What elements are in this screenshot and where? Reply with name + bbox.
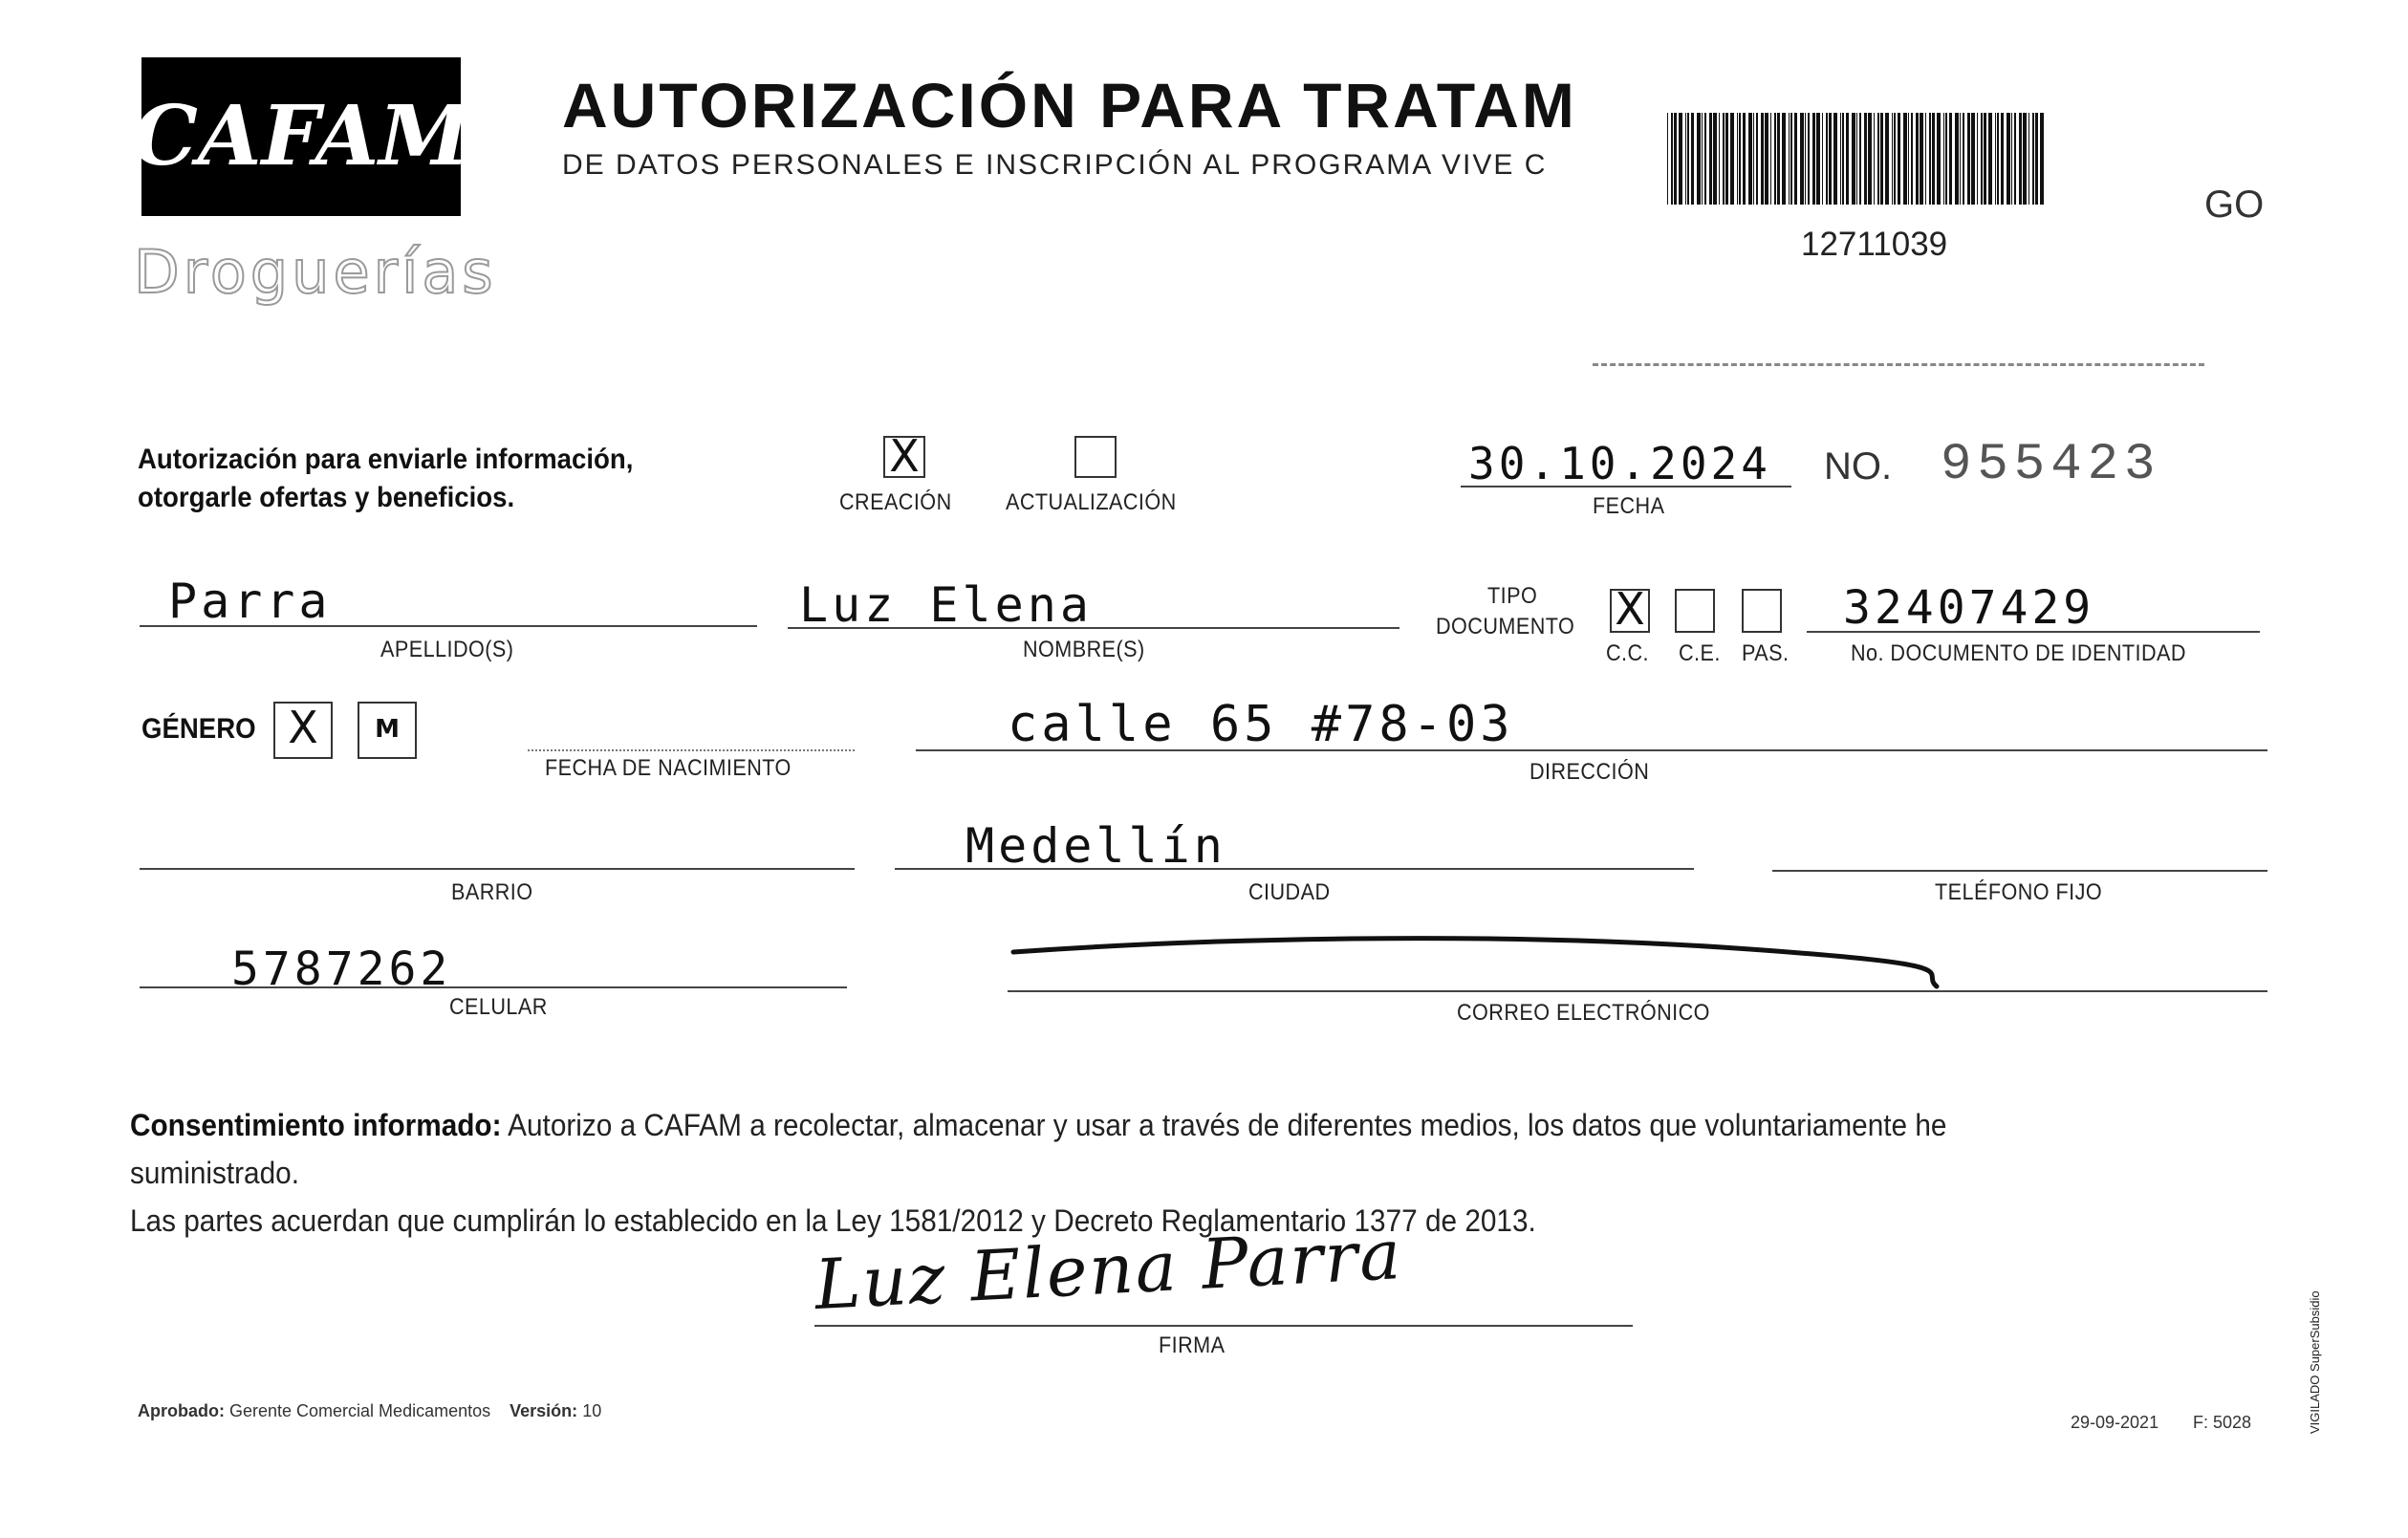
barcode-bar — [1822, 113, 1823, 205]
cc-checkbox[interactable] — [1610, 583, 1650, 635]
nacimiento-label: FECHA DE NACIMIENTO — [545, 755, 792, 781]
consent-text-line2: Las partes acuerdan que cumplirán lo establecido en la Ley 1581/2012 y Decreto Reglamentario 1377 de 2013. — [130, 1203, 1536, 1238]
barcode-bar — [1671, 113, 1673, 205]
firma-line — [814, 1325, 1633, 1327]
barcode-bar — [1674, 113, 1677, 205]
documento-value[interactable]: 32407429 — [1843, 581, 2095, 635]
telefono-label: TELÉFONO FIJO — [1935, 879, 2103, 905]
aprobado-value: Gerente Comercial Medicamentos — [229, 1401, 491, 1420]
barcode-bar — [1852, 113, 1855, 205]
genero-f-check-mark: X — [288, 702, 318, 753]
barcode-bar — [1713, 113, 1717, 205]
footer-code: F: 5028 — [2193, 1413, 2252, 1432]
barcode-bar — [1988, 113, 1992, 205]
nombre-line — [788, 627, 1399, 629]
genero-m-label: M — [375, 715, 400, 744]
barcode-bar — [1856, 113, 1857, 205]
barcode-bar — [1730, 113, 1734, 205]
barcode-bar — [1859, 113, 1861, 205]
genero-m-checkbox[interactable] — [358, 702, 417, 759]
barcode-bar — [1967, 113, 1970, 205]
barcode-bar — [1789, 113, 1790, 205]
barcode-bar — [1794, 113, 1797, 205]
barcode-bar — [1908, 113, 1909, 205]
tipo-label: TIPO — [1487, 583, 1538, 609]
barcode-bar — [1704, 113, 1706, 205]
barcode-bar — [1790, 113, 1792, 205]
nacimiento-line — [528, 749, 855, 751]
barcode-bar — [1812, 113, 1815, 205]
barcode-bar — [1864, 113, 1867, 205]
barcode-bar — [1800, 113, 1804, 205]
barcode-bar — [1816, 113, 1820, 205]
pas-checkbox[interactable] — [1742, 589, 1782, 633]
barcode-bar — [1723, 113, 1725, 205]
barcode-bar — [1877, 113, 1879, 205]
barrio-line — [140, 868, 855, 870]
logo-text: CAFAM — [141, 88, 461, 184]
apellido-label: APELLIDO(S) — [380, 637, 514, 662]
barcode-bar — [1748, 113, 1752, 205]
direccion-label: DIRECCIÓN — [1529, 759, 1650, 785]
aprobado-label: Aprobado: — [138, 1401, 225, 1420]
nombre-value[interactable]: Luz Elena — [799, 577, 1093, 633]
apellido-value[interactable]: Parra — [168, 574, 332, 629]
barcode-bar — [1691, 113, 1694, 205]
barcode-bar — [1725, 113, 1728, 205]
ce-checkbox[interactable] — [1675, 589, 1715, 633]
barcode-bar — [1920, 113, 1923, 205]
barcode-bar — [2019, 113, 2022, 205]
barcode-bar — [1932, 113, 1935, 205]
barcode — [1665, 113, 2048, 205]
barcode-bar — [1925, 113, 1926, 205]
barcode-bar — [1880, 113, 1883, 205]
cc-label: C.C. — [1606, 640, 1649, 666]
cafam-logo-mark — [141, 57, 461, 216]
barcode-bar — [1981, 113, 1983, 205]
barcode-bar — [1709, 113, 1712, 205]
barcode-bar — [1892, 113, 1893, 205]
celular-line — [140, 986, 847, 988]
barcode-bar — [1949, 113, 1952, 205]
correo-strike-stroke — [1009, 933, 1965, 990]
documento-line — [1807, 631, 2260, 633]
creacion-label: CREACIÓN — [839, 489, 952, 515]
barcode-bars — [1665, 113, 2048, 205]
barcode-bar — [1971, 113, 1975, 205]
celular-value[interactable]: 5787262 — [231, 942, 452, 996]
fecha-label: FECHA — [1593, 493, 1665, 519]
barcode-bar — [2007, 113, 2010, 205]
barcode-bar — [1756, 113, 1758, 205]
barcode-bar — [1826, 113, 1828, 205]
documento-label: No. DOCUMENTO DE IDENTIDAD — [1851, 640, 2186, 666]
barcode-bar — [1761, 113, 1764, 205]
creacion-check-mark: X — [889, 430, 920, 482]
version-value: 10 — [582, 1401, 602, 1420]
ce-label: C.E. — [1679, 640, 1721, 666]
barcode-bar — [2040, 113, 2044, 205]
barcode-bar — [1984, 113, 1986, 205]
barcode-bar — [1960, 113, 1961, 205]
correo-line — [1008, 990, 2267, 992]
actualizacion-checkbox[interactable] — [1074, 436, 1117, 478]
no-value: 955423 — [1941, 436, 2161, 494]
direccion-line — [916, 749, 2267, 751]
no-label: NO. — [1824, 445, 1893, 487]
barcode-bar — [1667, 113, 1668, 205]
barcode-number: 12711039 — [1801, 226, 1948, 263]
firma-label: FIRMA — [1159, 1332, 1226, 1358]
barcode-bar — [1719, 113, 1720, 205]
barcode-bar — [1898, 113, 1900, 205]
barrio-label: BARRIO — [451, 879, 533, 905]
ciudad-line — [895, 868, 1694, 870]
corner-mark: GO — [2204, 184, 2265, 226]
barcode-bar — [1739, 113, 1741, 205]
cc-check-mark: X — [1615, 583, 1645, 635]
barcode-bar — [1774, 113, 1776, 205]
genero-f-checkbox[interactable] — [273, 702, 333, 759]
barcode-bar — [1911, 113, 1913, 205]
barcode-bar — [1737, 113, 1738, 205]
dashed-separator — [1593, 363, 2204, 366]
barcode-bar — [1702, 113, 1703, 205]
barcode-bar — [1943, 113, 1944, 205]
barcode-bar — [1840, 113, 1841, 205]
footer-approval — [138, 1401, 601, 1421]
direccion-value[interactable]: calle 65 #78-03 — [1008, 696, 1514, 753]
barcode-bar — [1753, 113, 1754, 205]
barcode-bar — [1842, 113, 1844, 205]
logo-subtitle: Droguerías — [134, 237, 497, 307]
fecha-value[interactable]: 30.10.2024 — [1468, 438, 1771, 489]
barcode-bar — [1846, 113, 1849, 205]
barcode-bar — [1770, 113, 1771, 205]
authorization-text-line1: Autorización para enviarle información, — [138, 444, 634, 475]
nombre-label: NOMBRE(S) — [1023, 637, 1145, 662]
barcode-bar — [1765, 113, 1768, 205]
correo-label: CORREO ELECTRÓNICO — [1457, 1000, 1710, 1026]
pas-label: PAS. — [1742, 640, 1790, 666]
barcode-bar — [1687, 113, 1689, 205]
ciudad-value[interactable]: Medellín — [965, 818, 1226, 874]
barcode-bar — [1743, 113, 1746, 205]
barcode-bar — [2032, 113, 2034, 205]
cafam-logo — [141, 57, 461, 216]
barcode-bar — [2011, 113, 2012, 205]
version-label: Versión: — [510, 1401, 578, 1420]
barcode-bar — [1929, 113, 1931, 205]
documento-tipo-label: DOCUMENTO — [1436, 614, 1575, 639]
barcode-bar — [1945, 113, 1947, 205]
apellido-line — [140, 625, 757, 627]
barcode-bar — [1894, 113, 1896, 205]
barcode-bar — [1955, 113, 1959, 205]
barcode-bar — [2035, 113, 2038, 205]
actualizacion-label: ACTUALIZACIÓN — [1006, 489, 1177, 515]
telefono-line — [1772, 870, 2267, 872]
ciudad-label: CIUDAD — [1248, 879, 1331, 905]
barcode-bar — [1805, 113, 1806, 205]
barcode-bar — [2014, 113, 2016, 205]
barcode-bar — [1903, 113, 1907, 205]
barcode-bar — [1808, 113, 1810, 205]
consent-heading: Consentimiento informado: — [130, 1108, 502, 1142]
barcode-bar — [1782, 113, 1786, 205]
consent-paragraph — [130, 1101, 2121, 1245]
barcode-bar — [1777, 113, 1780, 205]
barcode-bar — [1868, 113, 1872, 205]
barcode-bar — [1963, 113, 1964, 205]
barcode-bar — [1916, 113, 1919, 205]
barcode-bar — [1995, 113, 1996, 205]
celular-label: CELULAR — [449, 994, 548, 1020]
consent-text-line1: Autorizo a CAFAM a recolectar, almacenar y usar a través de diferentes medios, los datos que voluntariamente he suministrado. — [130, 1108, 1947, 1190]
barcode-bar — [1874, 113, 1875, 205]
barcode-bar — [1829, 113, 1832, 205]
footer-date: 29-09-2021 — [2071, 1413, 2159, 1432]
barcode-bar — [1833, 113, 1837, 205]
vigilado-side-note: VIGILADO SuperSubsidio — [2308, 1290, 2322, 1434]
fecha-line — [1461, 486, 1791, 487]
barcode-bar — [1977, 113, 1978, 205]
barcode-bar — [1685, 113, 1686, 205]
barcode-bar — [2028, 113, 2029, 205]
barcode-bar — [1697, 113, 1701, 205]
signature: Luz Elena Parra — [813, 1213, 1405, 1326]
genero-label: GÉNERO — [141, 713, 256, 745]
barcode-bar — [1679, 113, 1682, 205]
authorization-text-line2: otorgarle ofertas y beneficios. — [138, 482, 515, 513]
barcode-bar — [2001, 113, 2004, 205]
barcode-bar — [2023, 113, 2027, 205]
barcode-bar — [1997, 113, 1999, 205]
barcode-bar — [1885, 113, 1889, 205]
document-title: AUTORIZACIÓN PARA TRATAM — [562, 70, 1577, 141]
document-subtitle: DE DATOS PERSONALES E INSCRIPCIÓN AL PROGRAMA VIVE C — [562, 149, 1548, 181]
creacion-checkbox[interactable] — [883, 430, 925, 482]
barcode-bar — [1937, 113, 1941, 205]
